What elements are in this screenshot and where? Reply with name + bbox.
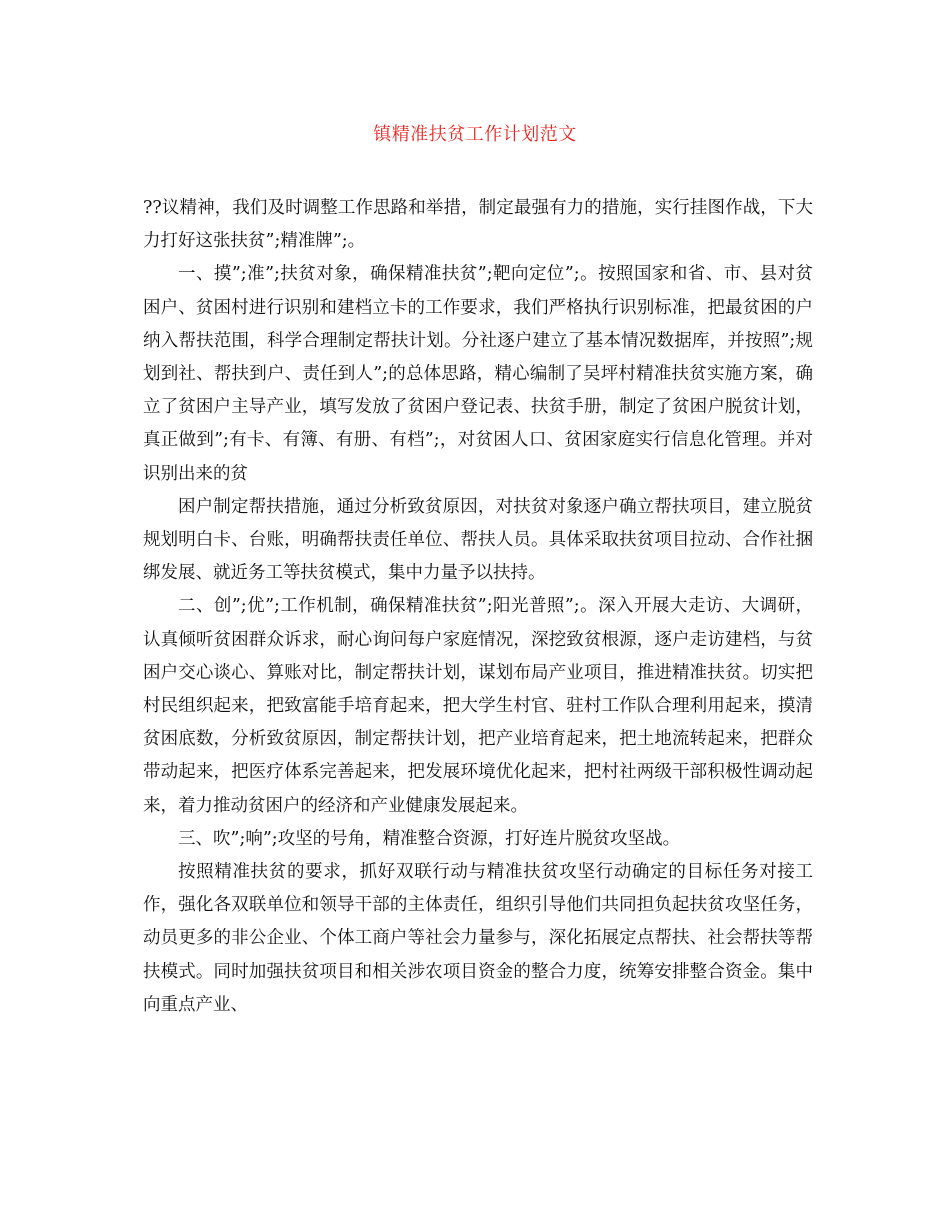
paragraph-section-three: 按照精准扶贫的要求，抓好双联行动与精准扶贫攻坚行动确定的目标任务对接工作，强化各双联单位和领导干部的主体责任，组织引导他们共同担负起扶贫攻坚任务，动员更多的非公企业、个体工商户等社会力量参与，深化拓展定点帮扶、社会帮扶等帮扶模式。同时加强扶贫项目和相关涉农项目资金的整合力度，统筹安排整合资金。集中向重点产业、 [143,862,813,1015]
paragraph-intro: ??议精神，我们及时调整工作思路和举措，制定最强有力的措施，实行挂图作战，下大力打好这张扶贫”;精准牌”;。 [143,198,813,252]
document-title: 镇精准扶贫工作计划范文 [373,124,577,145]
paragraph-section-one: 一、摸”;准”;扶贫对象，确保精准扶贫”;靶向定位”;。按照国家和省、市、县对贫困户、贫困村进行识别和建档立卡的工作要求，我们严格执行识别标准，把最贫困的户纳入帮扶范围，科学合理制定帮扶计划。分社逐户建立了基本情况数据库，并按照”;规划到社、帮扶到户、责任到人”;的总体思路，精心编制了吴坪村精准扶贫实施方案，确立了贫困户主导产业，填写发放了贫困户登记表、扶贫手册，制定了贫困户脱贫计划，真正做到”;有卡、有簿、有册、有档”;，对贫困人口、贫困家庭实行信息化管理。并对识别出来的贫 [143,264,813,484]
document-body [143,192,813,1022]
paragraph-section-three-heading: 三、吹”;响”;攻坚的号角，精准整合资源，打好连片脱贫攻坚战。 [178,828,681,849]
paragraph-section-two: 二、创”;优”;工作机制，确保精准扶贫”;阳光普照”;。深入开展大走访、大调研，认真倾听贫困群众诉求，耐心询问每户家庭情况，深挖致贫根源，逐户走访建档，与贫困户交心谈心、算账对比，制定帮扶计划，谋划布局产业项目，推进精准扶贫。切实把村民组织起来，把致富能手培育起来，把大学生村官、驻村工作队合理利用起来，摸清贫困底数，分析致贫原因，制定帮扶计划，把产业培育起来，把土地流转起来，把群众带动起来，把医疗体系完善起来，把发展环境优化起来，把村社两级干部积极性调动起来，着力推动贫困户的经济和产业健康发展起来。 [143,596,813,816]
paragraph-section-one-continued: 困户制定帮扶措施，通过分析致贫原因，对扶贫对象逐户确立帮扶项目，建立脱贫规划明白卡、台账，明确帮扶责任单位、帮扶人员。具体采取扶贫项目拉动、合作社捆绑发展、就近务工等扶贫模式，集中力量予以扶持。 [143,496,813,584]
